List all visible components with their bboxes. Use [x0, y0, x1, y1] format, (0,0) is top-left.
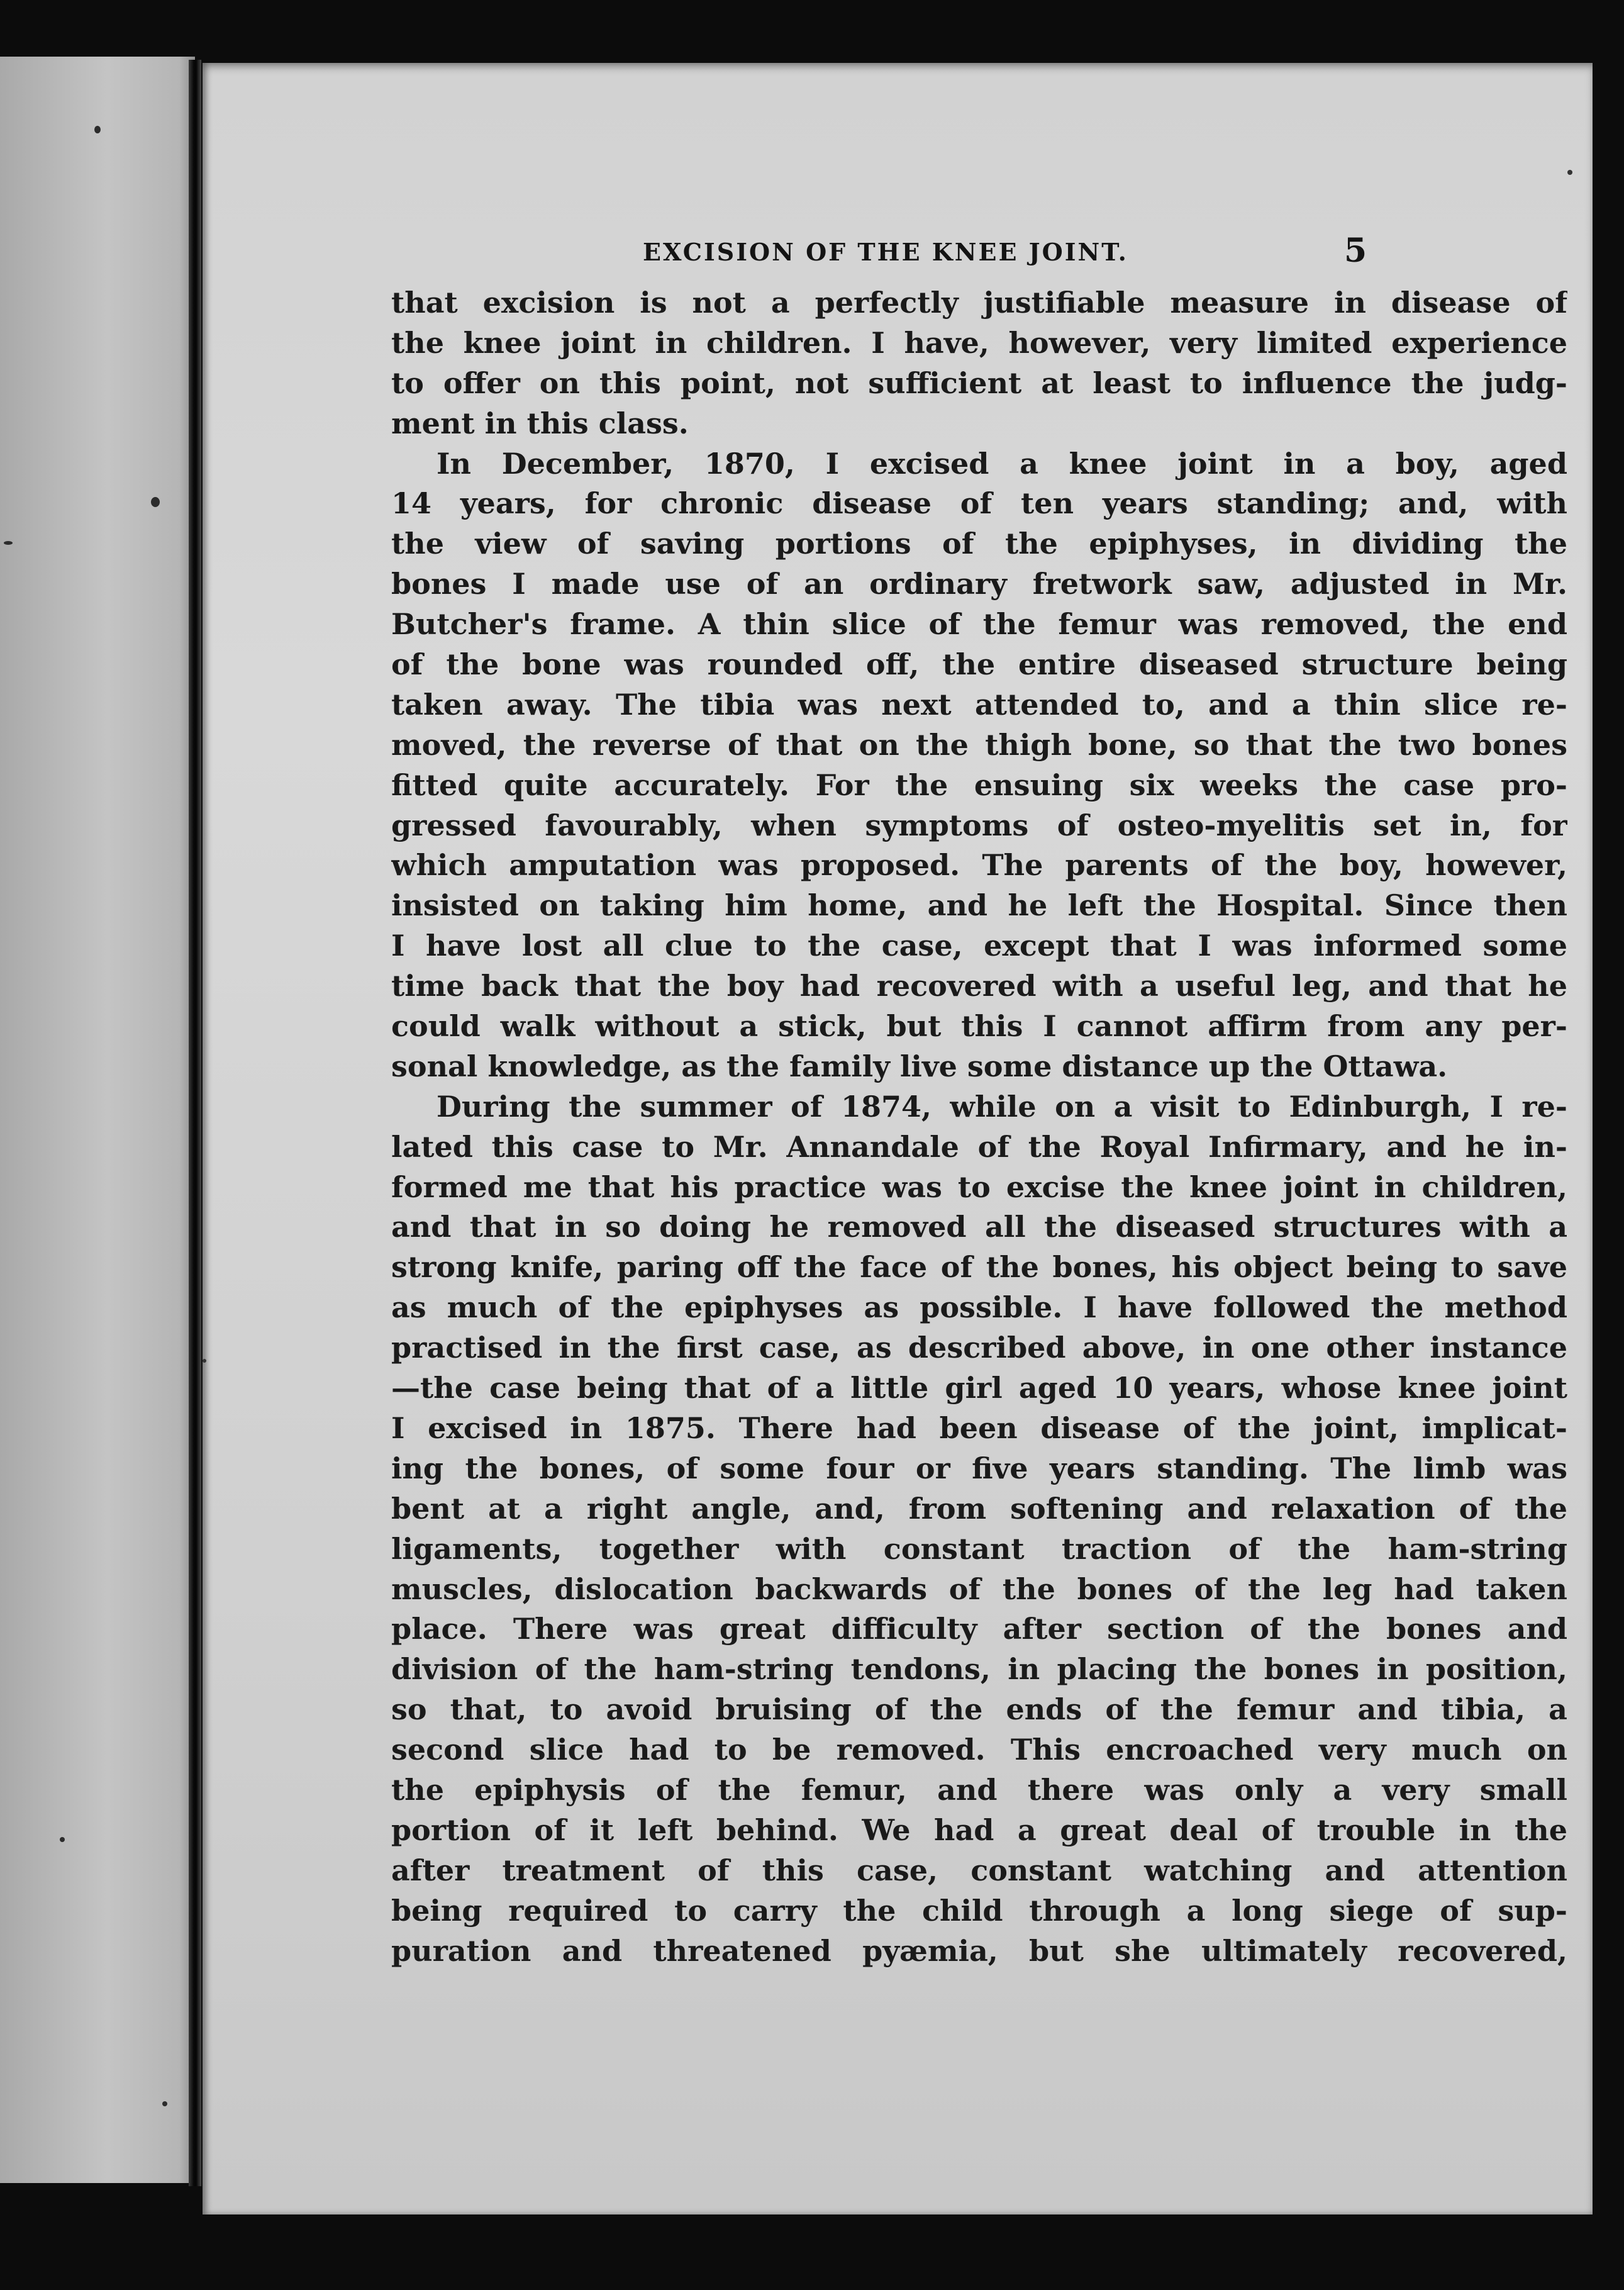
ink-speck — [162, 2101, 167, 2106]
text-line: During the summer of 1874, while on a visit to Edinburgh, I re- — [437, 1089, 1567, 1124]
text-line: which amputation was proposed. The parents of the boy, however, — [391, 848, 1567, 883]
text-line: —the case being that of a little girl aged 10 years, whose knee joint — [391, 1371, 1567, 1405]
text-line: second slice had to be removed. This encroached very much on — [391, 1733, 1567, 1767]
text-line: moved, the reverse of that on the thigh bone, so that the two bones — [391, 727, 1567, 762]
ink-speck — [94, 126, 101, 133]
text-line: and that in so doing he removed all the diseased structures with a — [391, 1210, 1567, 1244]
text-line: bones I made use of an ordinary fretwork saw, adjusted in Mr. — [391, 567, 1567, 601]
text-line: ing the bones, of some four or five years standing. The limb was — [391, 1451, 1567, 1485]
text-line: fitted quite accurately. For the ensuing six weeks the case pro- — [391, 768, 1567, 802]
text-line: I have lost all clue to the case, except that I was informed some — [391, 929, 1567, 963]
text-line: sonal knowledge, as the family live some distance up the Ottawa. — [391, 1049, 1448, 1083]
facing-page — [0, 57, 195, 2183]
text-line: division of the ham-string tendons, in placing the bones in position, — [391, 1652, 1567, 1687]
text-line: ment in this class. — [391, 406, 689, 440]
body-text — [391, 283, 1567, 1971]
text-line: gressed favourably, when symptoms of osteo-myelitis set in, for — [391, 808, 1567, 842]
text-line: the epiphysis of the femur, and there was only a very small — [391, 1772, 1567, 1807]
text-line: so that, to avoid bruising of the ends of the femur and tibia, a — [391, 1692, 1567, 1727]
text-line: the knee joint in children. I have, however, very limited experience — [391, 325, 1567, 360]
text-line: practised in the first case, as described above, in one other instance — [391, 1331, 1567, 1365]
page-number: 5 — [1344, 232, 1367, 270]
text-line: I excised in 1875. There had been disease of the joint, implicat- — [391, 1410, 1567, 1445]
running-title: EXCISION OF THE KNEE JOINT. — [643, 238, 1128, 266]
text-line: lated this case to Mr. Annandale of the Royal Infirmary, and he in- — [391, 1129, 1567, 1164]
ink-speck — [203, 1359, 206, 1363]
text-line: place. There was great difficulty after section of the bones and — [391, 1612, 1567, 1646]
text-line: puration and threatened pyæmia, but she ultimately recovered, — [391, 1933, 1567, 1968]
text-line: time back that the boy had recovered with a useful leg, and that he — [391, 969, 1567, 1003]
text-line: as much of the epiphyses as possible. I have followed the method — [391, 1290, 1567, 1325]
book-page — [203, 63, 1593, 2215]
text-line: the view of saving portions of the epiphyses, in dividing the — [391, 527, 1567, 561]
text-line: after treatment of this case, constant watching and attention — [391, 1853, 1567, 1887]
text-line: strong knife, paring off the face of the bones, his object being to save — [391, 1250, 1567, 1285]
text-line: insisted on taking him home, and he left the Hospital. Since then — [391, 888, 1567, 923]
text-line: In December, 1870, I excised a knee joint in a boy, aged — [437, 446, 1567, 481]
text-line: to offer on this point, not sufficient at least to influence the judg- — [391, 366, 1567, 400]
ink-speck — [1567, 170, 1572, 175]
text-line: could walk without a stick, but this I cannot affirm from any per- — [391, 1009, 1567, 1044]
text-line: Butcher's frame. A thin slice of the femur was removed, the end — [391, 607, 1567, 642]
text-line: that excision is not a perfectly justifiable measure in disease of — [391, 286, 1567, 320]
text-line: 14 years, for chronic disease of ten years standing; and, with — [391, 486, 1567, 521]
text-line: taken away. The tibia was next attended to, and a thin slice re- — [391, 687, 1567, 722]
text-line: formed me that his practice was to excise the knee joint in children, — [391, 1170, 1567, 1204]
text-line: of the bone was rounded off, the entire diseased structure being — [391, 647, 1567, 682]
ink-speck — [60, 1837, 65, 1842]
text-line: muscles, dislocation backwards of the bones of the leg had taken — [391, 1572, 1567, 1606]
book-gutter — [189, 60, 201, 2186]
text-line: being required to carry the child through a long siege of sup- — [391, 1893, 1567, 1928]
ink-speck — [4, 541, 13, 545]
ink-speck — [151, 497, 160, 507]
text-line: ligaments, together with constant traction of the ham-string — [391, 1531, 1567, 1566]
text-line: portion of it left behind. We had a great deal of trouble in the — [391, 1812, 1567, 1847]
text-line: bent at a right angle, and, from softening and relaxation of the — [391, 1491, 1567, 1526]
